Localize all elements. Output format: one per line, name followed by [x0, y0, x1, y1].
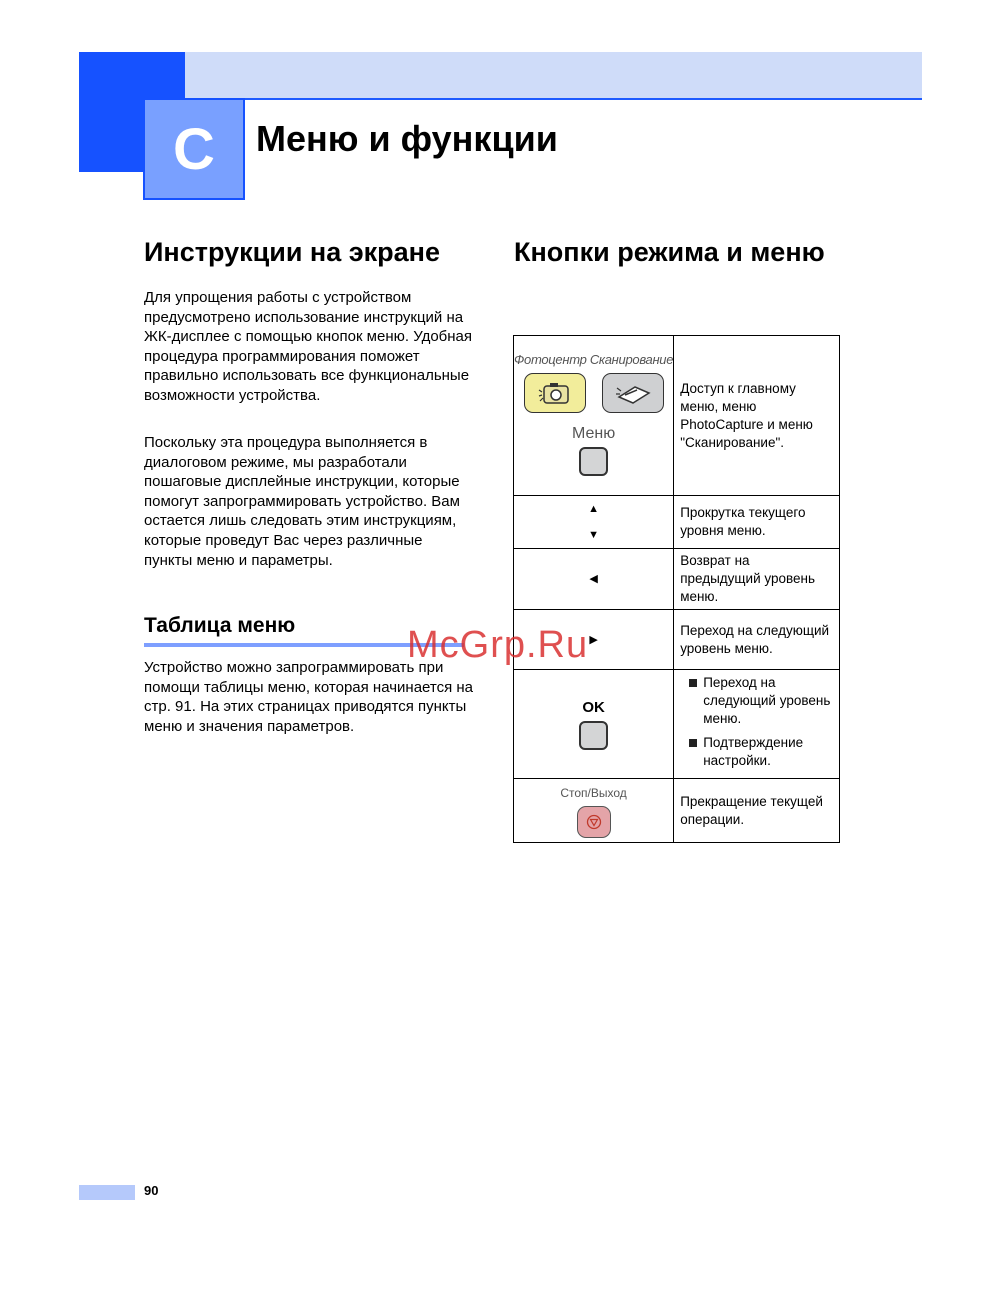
paragraph-menu-table: Устройство можно запрограммировать при помощи таблицы меню, которая начинается на стр. 91. На этих страницах приводятся пункты меню и значения параметров. — [144, 659, 474, 735]
scan-button — [602, 373, 664, 413]
list-item: Переход на следующий уровень меню. — [680, 674, 833, 728]
row-ok-desc — [674, 670, 840, 779]
left-arrow-cell — [514, 549, 674, 610]
table-row — [514, 549, 840, 610]
row-forward-desc: Переход на следующий уровень меню. — [674, 610, 840, 670]
photocenter-button — [524, 373, 586, 413]
left-arrow-icon: ◀ — [589, 573, 598, 585]
stop-cell — [514, 779, 674, 843]
chapter-title: Меню и функции — [256, 118, 558, 159]
scanner-icon — [615, 381, 651, 405]
camera-icon — [538, 380, 572, 406]
scan-label: Сканирование — [589, 352, 674, 367]
ok-list — [680, 674, 833, 770]
down-arrow-icon: ▼ — [588, 529, 600, 541]
table-row — [514, 779, 840, 843]
mode-buttons-cell — [514, 336, 674, 496]
heading-mode-buttons: Кнопки режима и меню — [514, 237, 825, 267]
stop-label: Стоп/Выход — [560, 785, 627, 800]
row-back-desc: Возврат на предыдущий уровень меню. — [674, 549, 840, 610]
ok-button — [579, 721, 608, 750]
row-stop-desc: Прекращение текущей операции. — [674, 779, 840, 843]
watermark: McGrp.Ru — [407, 624, 589, 666]
buttons-table — [513, 335, 840, 843]
row-main-menu-desc: Доступ к главному меню, меню PhotoCapture и меню "Сканирование". — [674, 336, 840, 496]
table-row — [514, 336, 840, 496]
paragraph-dialog: Поскольку эта процедура выполняется в диалоговом режиме, мы разработали пошаговые дисплейные инструкции, которые помогут запрограммировать устройство. Вам остается лишь следовать этим инструкциям, которые проведут Вас через различные пункты меню и параметры. — [144, 434, 460, 569]
right-arrow-icon: ▶ — [589, 633, 598, 646]
table-row — [514, 670, 840, 779]
mode-labels — [514, 351, 673, 369]
menu-label: Меню — [571, 425, 616, 442]
up-arrow-icon: ▲ — [588, 503, 600, 515]
chapter-letter: C — [143, 98, 245, 200]
footer-bar — [79, 1185, 135, 1200]
header-band — [185, 52, 922, 100]
scroll-arrows-cell — [514, 496, 674, 549]
table-row — [514, 496, 840, 549]
menu-button — [579, 447, 608, 476]
ok-cell — [514, 670, 674, 779]
ok-label: OK — [582, 698, 605, 716]
stop-button — [577, 806, 611, 838]
row-scroll-desc: Прокрутка текущего уровня меню. — [674, 496, 840, 549]
stop-icon — [586, 814, 602, 830]
heading-screen-instructions: Инструкции на экране — [144, 237, 440, 267]
list-item: Подтверждение настройки. — [680, 734, 833, 770]
page-number: 90 — [144, 1183, 159, 1198]
photocenter-label: Фотоцентр — [514, 352, 587, 367]
heading-menu-table: Таблица меню — [144, 614, 296, 637]
paragraph-intro: Для упрощения работы с устройством предусмотрено использование инструкций на ЖК-дисплее с помощью кнопок меню. Удобная процедура программирования поможет правильно использовать все функциональные возможности устройства. — [144, 289, 473, 404]
